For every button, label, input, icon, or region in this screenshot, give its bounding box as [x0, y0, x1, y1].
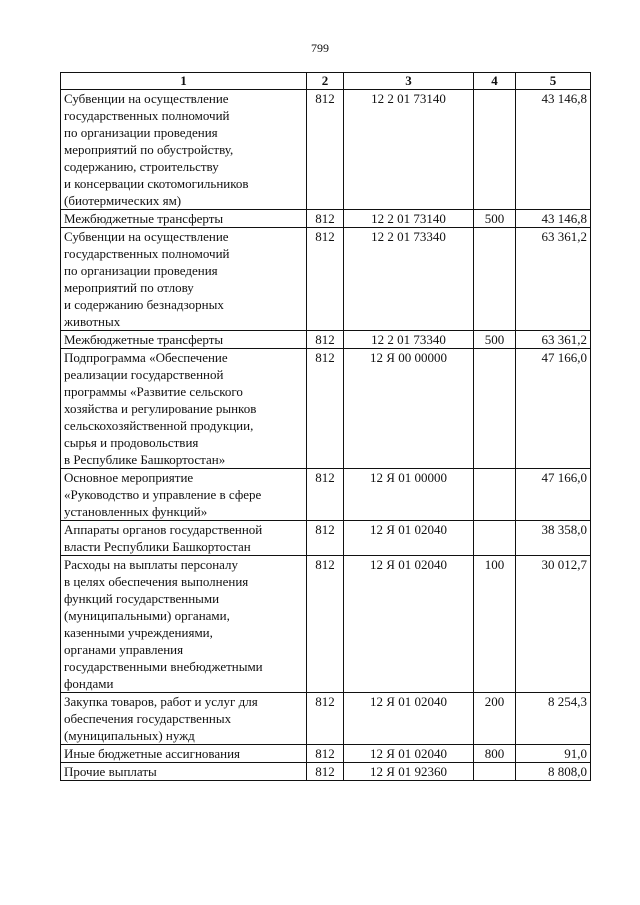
header-col-5: 5	[516, 73, 591, 90]
cell-name: Прочие выплаты	[61, 763, 307, 781]
table-row	[61, 521, 591, 556]
cell-expense-type	[474, 228, 516, 331]
table-row	[61, 745, 591, 763]
cell-ministry-code: 812	[307, 763, 344, 781]
table-row	[61, 210, 591, 228]
cell-ministry-code: 812	[307, 210, 344, 228]
cell-expense-type: 500	[474, 331, 516, 349]
cell-expense-type	[474, 469, 516, 521]
cell-target-article: 12 Я 01 02040	[344, 521, 474, 556]
cell-name: Аппараты органов государственной власти Республики Башкортостан	[61, 521, 307, 556]
cell-target-article: 12 2 01 73140	[344, 210, 474, 228]
header-col-2: 2	[307, 73, 344, 90]
table-row	[61, 556, 591, 693]
cell-ministry-code: 812	[307, 469, 344, 521]
cell-ministry-code: 812	[307, 228, 344, 331]
cell-name: Основное мероприятие «Руководство и управление в сфере установленных функций»	[61, 469, 307, 521]
cell-amount: 8 808,0	[516, 763, 591, 781]
table-body	[61, 90, 591, 781]
cell-name: Субвенции на осуществление государственных полномочий по организации проведения мероприятий по обустройству, содержанию, строительству и консервации скотомогильников (биотермических ям)	[61, 90, 307, 210]
cell-expense-type	[474, 349, 516, 469]
cell-ministry-code: 812	[307, 349, 344, 469]
cell-ministry-code: 812	[307, 693, 344, 745]
table-row	[61, 469, 591, 521]
cell-amount: 30 012,7	[516, 556, 591, 693]
table-header	[61, 73, 591, 90]
header-row	[61, 73, 591, 90]
cell-amount: 47 166,0	[516, 469, 591, 521]
cell-expense-type: 500	[474, 210, 516, 228]
header-col-1: 1	[61, 73, 307, 90]
cell-target-article: 12 2 01 73140	[344, 90, 474, 210]
cell-name: Межбюджетные трансферты	[61, 331, 307, 349]
table-row	[61, 349, 591, 469]
cell-amount: 63 361,2	[516, 331, 591, 349]
table-row	[61, 331, 591, 349]
cell-target-article: 12 Я 01 02040	[344, 745, 474, 763]
cell-amount: 38 358,0	[516, 521, 591, 556]
header-col-3: 3	[344, 73, 474, 90]
cell-target-article: 12 2 01 73340	[344, 331, 474, 349]
table-row	[61, 228, 591, 331]
cell-target-article: 12 Я 01 92360	[344, 763, 474, 781]
cell-expense-type	[474, 521, 516, 556]
table-row	[61, 90, 591, 210]
cell-amount: 47 166,0	[516, 349, 591, 469]
cell-ministry-code: 812	[307, 521, 344, 556]
table-row	[61, 763, 591, 781]
cell-target-article: 12 Я 00 00000	[344, 349, 474, 469]
cell-name: Иные бюджетные ассигнования	[61, 745, 307, 763]
cell-name: Субвенции на осуществление государственных полномочий по организации проведения мероприятий по отлову и содержанию безнадзорных животных	[61, 228, 307, 331]
cell-name: Подпрограмма «Обеспечение реализации государственной программы «Развитие сельского хозяйства и регулирование рынков сельскохозяйственной продукции, сырья и продовольствия в Республике Башкортостан»	[61, 349, 307, 469]
cell-expense-type	[474, 90, 516, 210]
cell-expense-type: 800	[474, 745, 516, 763]
cell-target-article: 12 Я 01 02040	[344, 693, 474, 745]
cell-target-article: 12 2 01 73340	[344, 228, 474, 331]
cell-ministry-code: 812	[307, 331, 344, 349]
cell-expense-type	[474, 763, 516, 781]
header-col-4: 4	[474, 73, 516, 90]
cell-name: Межбюджетные трансферты	[61, 210, 307, 228]
cell-amount: 91,0	[516, 745, 591, 763]
cell-expense-type: 100	[474, 556, 516, 693]
cell-amount: 63 361,2	[516, 228, 591, 331]
cell-ministry-code: 812	[307, 745, 344, 763]
cell-amount: 43 146,8	[516, 90, 591, 210]
cell-amount: 8 254,3	[516, 693, 591, 745]
page-number: 799	[311, 41, 329, 55]
cell-ministry-code: 812	[307, 556, 344, 693]
cell-amount: 43 146,8	[516, 210, 591, 228]
cell-target-article: 12 Я 01 02040	[344, 556, 474, 693]
cell-name: Расходы на выплаты персоналу в целях обеспечения выполнения функций государственными (муниципальными) органами, казенными учреждениями, органами управления государственными внебюджетными фондами	[61, 556, 307, 693]
cell-name: Закупка товаров, работ и услуг для обеспечения государственных (муниципальных) нужд	[61, 693, 307, 745]
cell-ministry-code: 812	[307, 90, 344, 210]
table-row	[61, 693, 591, 745]
cell-target-article: 12 Я 01 00000	[344, 469, 474, 521]
budget-table	[60, 72, 591, 781]
cell-expense-type: 200	[474, 693, 516, 745]
